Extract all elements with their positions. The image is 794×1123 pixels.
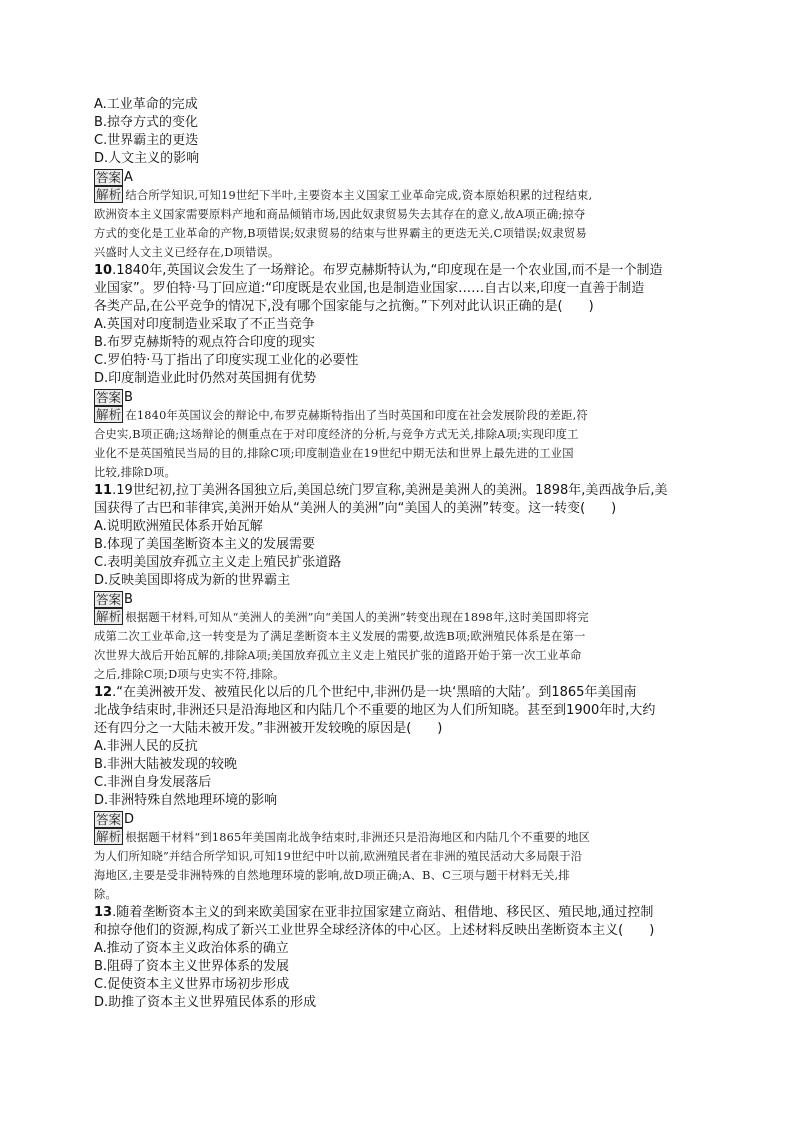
explanation-line: 为人们所知晓”并结合所学知识,可知19世纪中叶以前,欧洲殖民者在非洲的殖民活动大多局限于沿 [94,850,583,863]
explanation-tag: 解析 [96,609,122,624]
explanation-line: 次世界大战后开始瓦解的,排除A项;美国放弃孤立主义走上殖民扩张的道路开始于第一次工业革命 [94,649,582,662]
question-stem: 13.随着垄断资本主义的到来欧美国家在亚非拉国家建立商站、租借地、移民区、殖民地,通过控制 [94,905,654,920]
answer-tag: 答案 [96,389,122,405]
explanation-line: 欧洲资本主义国家需要原料产地和商品倾销市场,因此奴隶贸易失去其存在的意义,故A项正确;掠夺 [94,208,586,221]
explanation-line: 之后,排除C项;D项与史实不符,排除。 [94,668,285,681]
explanation-tag: 解析 [96,187,122,202]
explanation-line: 解析 结合所学知识,可知19世纪下半叶,主要资本主义国家工业革命完成,资本原始积累的过程结束, [96,187,593,202]
question-number: 11 [94,483,113,498]
option-b: B.体现了美国垄断资本主义的发展需要 [94,537,316,552]
option-c: C.表明美国放弃孤立主义走上殖民扩张道路 [94,555,342,570]
option-a: A.工业革命的完成 [94,97,198,112]
option-b: B.掠夺方式的变化 [94,115,199,130]
option-c: C.罗伯特·马丁指出了印度实现工业化的必要性 [94,353,359,368]
explanation-line: 解析 在1840年英国议会的辩论中,布罗克赫斯特指出了当时英国和印度在社会发展阶段的差距,符 [96,407,588,422]
option-a: A.说明欧洲殖民体系开始瓦解 [94,519,263,534]
option-c: C.非洲自身发展落后 [94,775,212,790]
answer-value: B [124,389,133,405]
option-c: C.促使资本主义世界市场初步形成 [94,977,290,992]
question-number: 12 [94,685,113,700]
question-stem: 12.“在美洲被开发、被殖民化以后的几个世纪中,非洲仍是一块‘黑暗的大陆’。到1865年美国南 [94,685,637,700]
question-stem: 北战争结束时,非洲还只是沿海地区和内陆几个不重要的地区为人们所知晓。甚至到1900年时,大约 [94,703,656,718]
answer-row [94,388,700,406]
explanation-line: 比较,排除D项。 [94,466,177,479]
answer-tag: 答案 [96,169,122,185]
option-a: A.推动了资本主义政治体系的确立 [94,941,289,956]
option-d: D.反映美国即将成为新的世界霸主 [94,573,291,588]
answer-tag: 答案 [96,811,122,827]
answer-row [94,810,700,828]
option-d: D.人文主义的影响 [94,151,200,166]
question-12 [94,684,700,904]
option-b: B.布罗克赫斯特的观点符合印度的现实 [94,335,316,350]
question-page [94,96,700,1012]
option-d: D.非洲特殊自然地理环境的影响 [94,793,278,808]
explanation-line: 除。 [94,888,117,901]
answer-row [94,590,700,608]
question-11 [94,482,700,684]
option-b: B.非洲大陆被发现的较晚 [94,757,238,772]
question-stem: 和掠夺他们的资源,构成了新兴工业世界全球经济体的中心区。上述材料反映出垄断资本主义( ) [94,923,655,938]
question-stem: 还有四分之一大陆未被开发。”非洲被开发较晚的原因是( ) [94,721,443,736]
explanation-line: 合史实,B项正确;这场辩论的侧重点在于对印度经济的分析,与竞争方式无关,排除A项;实现印度工 [94,428,579,441]
explanation-line: 解析 根据题干材料“到1865年美国南北战争结束时,非洲还只是沿海地区和内陆几个不重要的地区 [96,829,591,844]
question-stem: 业国家”。罗伯特·马丁回应道:“印度既是农业国,也是制造业国家……自古以来,印度一直善于制造 [94,281,645,296]
explanation-line: 方式的变化是工业革命的产物,B项错误;奴隶贸易的结束与世界霸主的更迭无关,C项错误;奴隶贸易 [94,227,587,240]
explanation-tag: 解析 [96,407,122,422]
option-c: C.世界霸主的更迭 [94,133,199,148]
explanation-line: 解析 根据题干材料,可知从“美洲人的美洲”向“美国人的美洲”转变出现在1898年,这时美国即将完 [96,609,589,624]
question-9 [94,96,700,262]
answer-value: B [124,591,133,607]
question-stem: 国获得了古巴和菲律宾,美洲开始从“美洲人的美洲”向“美国人的美洲”转变。这一转变( ) [94,501,617,516]
question-stem: 10.1840年,英国议会发生了一场辩论。布罗克赫斯特认为,“印度现在是一个农业国,而不是一个制造 [94,263,663,278]
explanation-tag: 解析 [96,829,122,844]
question-13 [94,904,700,1012]
answer-value: A [124,169,133,185]
option-d: D.助推了资本主义世界殖民体系的形成 [94,995,317,1010]
explanation-line: 兴盛时人文主义已经存在,D项错误。 [94,246,280,259]
answer-value: D [124,811,135,827]
question-number: 10 [94,263,113,278]
option-a: A.非洲人民的反抗 [94,739,198,754]
explanation-line: 成第二次工业革命,这一转变是为了满足垄断资本主义发展的需要,故选B项;欧洲殖民体系是在第一 [94,630,586,643]
answer-row [94,168,700,186]
answer-tag: 答案 [96,591,122,607]
explanation-line: 业化不是英国殖民当局的目的,排除C项;印度制造业在19世纪中期无法和世界上最先进的工业国 [94,447,574,460]
explanation-line: 海地区,主要是受非洲特殊的自然地理环境的影响,故D项正确;A、B、C三项与题干材料无关,排 [94,869,570,882]
question-stem: 11.19世纪初,拉丁美洲各国独立后,美国总统门罗宣称,美洲是美洲人的美洲。1898年,美西战争后,美 [94,483,668,498]
question-10 [94,262,700,482]
option-d: D.印度制造业此时仍然对英国拥有优势 [94,371,317,386]
question-stem: 各类产品,在公平竞争的情况下,没有哪个国家能与之抗衡。”下列对此认识正确的是( ) [94,299,594,314]
question-number: 13 [94,905,113,920]
option-b: B.阻碍了资本主义世界体系的发展 [94,959,290,974]
option-a: A.英国对印度制造业采取了不正当竞争 [94,317,315,332]
